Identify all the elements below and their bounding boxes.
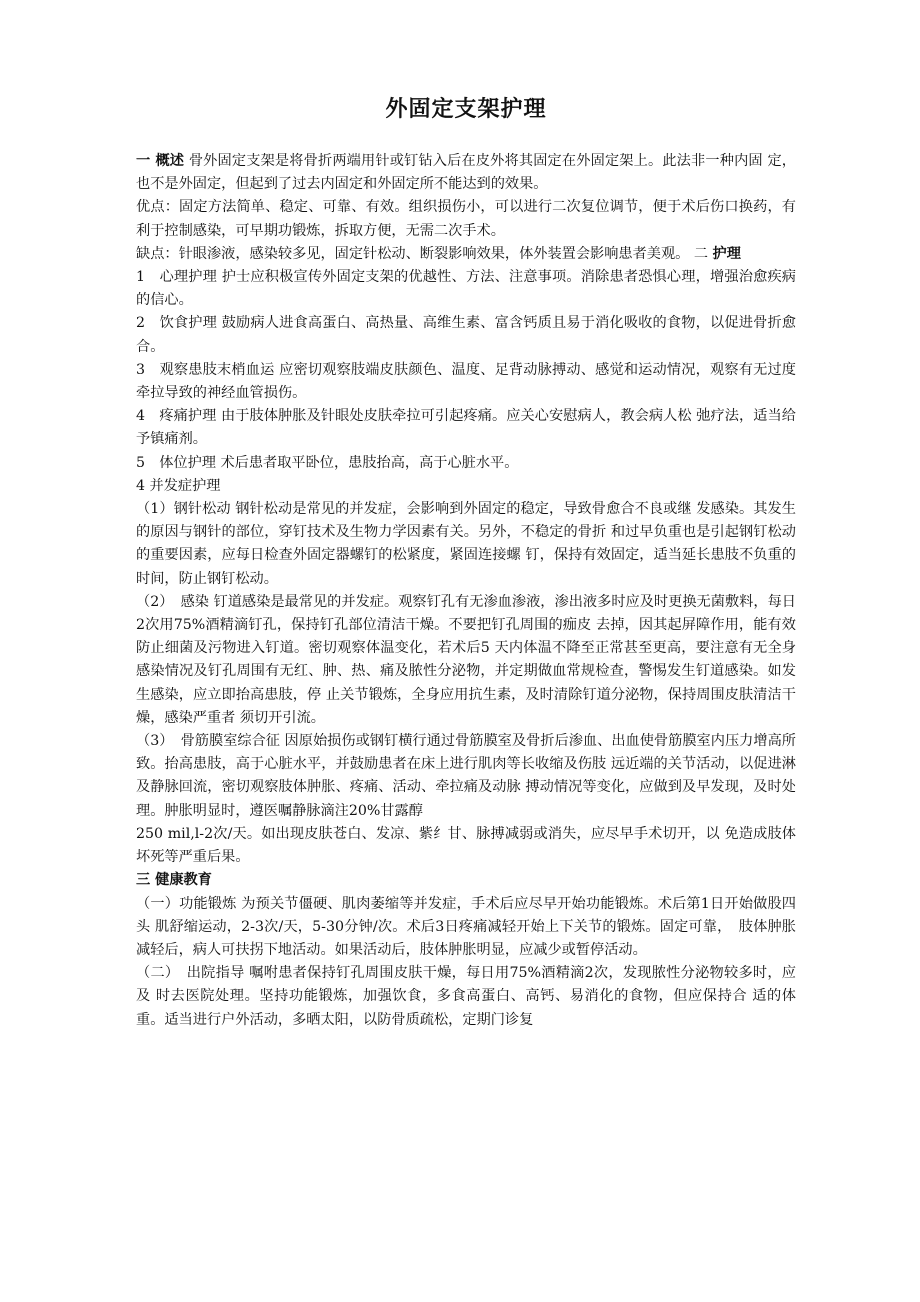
paragraph-infection: （2） 感染 钉道感染是最常见的并发症。观察钉孔有无渗血渗液，渗出液多时应及时更换无菌敷料，每日2次用75%酒精滴钉孔，保持钉孔部位清洁干燥。不要把钉孔周围的痂皮 去掉，因其起屏障作用，能有效防止细菌及污物进入钉道。密切观察体温变化，若术后5 天内体温不降至正常甚至更高，要注意有无全身感染情况及钉孔周围有无红、肿、热、痛及脓性分泌物，并定期做血常规检查，警惕发生钉道感染。如发生感染，应立即抬高患肢，停 止关节锻炼，全身应用抗生素，及时清除钉道分泌物，保持周围皮肤清洁干燥，感染严重者 须切开引流。 [136,593,796,726]
paragraph-discharge-guidance: （二） 出院指导 嘱咐患者保持钉孔周围皮肤干燥，每日用75%酒精滴2次，发现脓性分泌物较多时，应及 时去医院处理。坚持功能锻炼，加强饮食，多食高蛋白、高钙、易消化的食物，但应保持合 适的体重。适当进行户外活动，多晒太阳，以防骨质疏松，定期门诊复 [136,965,796,1028]
paragraph-overview [136,150,796,196]
section-heading-health-education: 三 健康教育 [136,872,212,889]
overview-text: 骨外固定支架是将骨折两端用针或钉钻入后在皮外将其固定在外固定架上。此法非一种内固 定，也不是外固定，但起到了过去内固定和外固定所不能达到的效果。 [136,153,796,193]
document-page [136,92,796,1032]
paragraph-disadvantages [136,243,796,266]
paragraph-mannitol-dosage: 250 mil,l-2次/天。如出现皮肤苍白、发凉、紫纟甘、脉搏减弱或消失，应尽早手术切开，以 免造成肢体坏死等严重后果。 [136,825,796,866]
document-body [136,150,796,1032]
paragraph-diet-care: 2 饮食护理 鼓励病人进食高蛋白、高热量、高维生素、富含钙质且易于消化吸收的食物，以促进骨折愈合。 [136,315,796,355]
paragraph-complications-heading: 4 并发症护理 [136,477,221,494]
document-title: 外固定支架护理 [385,97,547,122]
paragraph-functional-exercise: （一）功能锻炼 为预关节僵硬、肌肉萎缩等并发症，手术后应尽早开始功能锻炼。术后第1日开始做股四头 肌舒缩运动，2-3次/天，5-30分钟/次。术后3日疼痛减轻开始上下关节的锻炼。固定可靠， 肢体肿胀减轻后，病人可扶拐下地活动。如果活动后，肢体肿胀明显，应减少或暂停活动。 [136,895,796,958]
section-heading-overview: 一 概述 [136,153,185,169]
disadvantages-text: 缺点：针眼渗液，感染较多见，固定针松动、断裂影响效果，体外装置会影响患者美观。 二 [136,245,713,262]
section-heading-nursing: 护理 [712,245,741,262]
paragraph-pain-care: 4 疼痛护理 由于肢体肿胀及针眼处皮肤牵拉可引起疼痛。应关心安慰病人，教会病人松 弛疗法，适当给予镇痛剂。 [136,408,796,448]
paragraph-circulation: 3 观察患肢末梢血运 应密切观察肢端皮肤颜色、温度、足背动脉搏动、感觉和运动情况，观察有无过度牵拉导致的神经血管损伤。 [136,361,796,402]
paragraph-pin-loosening: （1）钢针松动 钢针松动是常见的并发症，会影响到外固定的稳定，导致骨愈合不良或继 发感染。其发生的原因与钢针的部位，穿钉技术及生物力学因素有关。另外，不稳定的骨折 和过早负重也是引起钢钉松动的重要因素，应每日检查外固定器螺钉的松紧度，紧固连接螺 钉，保持有效固定，适当延长患肢不负重的时间，防止钢钉松动。 [136,501,796,587]
paragraph-psych-care: 1 心理护理 护士应积极宣传外固定支架的优越性、方法、注意事项。消除患者恐惧心理，增强治愈疾病的信心。 [136,269,796,309]
paragraph-advantages: 优点：固定方法简单、稳定、可靠、有效。组织损伤小，可以进行二次复位调节，便于术后伤口换药，有利于控制感染，可早期功锻炼，拆取方便，无需二次手术。 [136,199,796,239]
paragraph-position-care: 5 体位护理 术后患者取平卧位，患肢抬高，高于心脏水平。 [136,454,519,471]
paragraph-compartment-syndrome: （3） 骨筋膜室综合征 因原始损伤或钢钉横行通过骨筋膜室及骨折后渗血、出血使骨筋膜室内压力增高所致。抬高患肢，高于心脏水平，并鼓励患者在床上进行肌肉等长收缩及伤肢 远近端的关节活动，以促进淋及静脉回流，密切观察肢体肿胀、疼痛、活动、牵拉痛及动脉 搏动情况等变化，应做到及早发现，及时处理。肿胀明显时，遵医嘱静脉滴注20%甘露醇 [136,733,796,819]
